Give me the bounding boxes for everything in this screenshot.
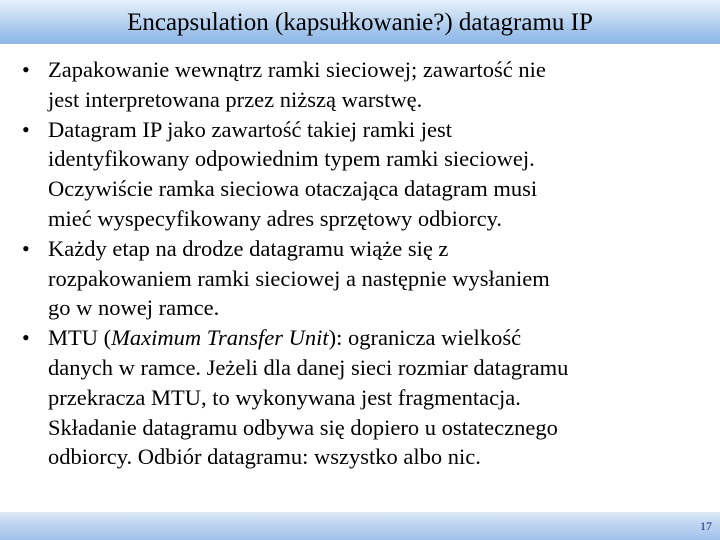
bullet-line: danych w ramce. Jeżeli dla danej sieci rozmiar datagramu xyxy=(48,354,569,380)
bullet-icon: • xyxy=(22,57,30,82)
slide-title: Encapsulation (kapsułkowanie?) datagramu IP xyxy=(127,9,593,36)
bullet-item xyxy=(22,323,702,472)
footer-bar xyxy=(0,512,720,540)
bullet-line: jest interpretowana przez niższą warstwę. xyxy=(48,86,423,112)
bullet-line: go w nowej ramce. xyxy=(48,295,220,321)
title-bar xyxy=(0,0,720,44)
bullet-icon: • xyxy=(22,325,30,351)
bullet-line: mieć wyspecyfikowany adres sprzętowy odbiorcy. xyxy=(48,205,503,231)
bullet-line: Składanie datagramu odbywa się dopiero u ostatecznego xyxy=(48,414,558,440)
bullet-line: Każdy etap na drodze datagramu wiąże się z xyxy=(48,235,449,261)
bullet-line: Zapakowanie wewnątrz ramki sieciowej; zawartość nie xyxy=(48,57,546,82)
bullet-line: identyfikowany odpowiednim typem ramki sieciowej. xyxy=(48,146,535,172)
mtu-suffix: ): ogranicza wielkość xyxy=(328,325,522,351)
page-number: 17 xyxy=(700,519,712,533)
bullet-line: odbiorcy. Odbiór datagramu: wszystko albo nic. xyxy=(48,444,481,470)
bullet-line: Oczywiście ramka sieciowa otaczająca datagram musi xyxy=(48,176,538,202)
bullet-icon: • xyxy=(22,235,30,261)
bullet-line: Datagram IP jako zawartość takiej ramki jest xyxy=(48,116,453,142)
bullet-line: przekracza MTU, to wykonywana jest fragmentacja. xyxy=(48,384,521,410)
bullet-line-rich xyxy=(48,323,702,353)
bullet-item xyxy=(22,234,702,323)
bullet-item xyxy=(22,55,702,115)
mtu-expansion: Maximum Transfer Unit xyxy=(111,325,329,351)
mtu-prefix: MTU ( xyxy=(48,325,112,351)
bullet-list xyxy=(22,55,702,472)
bullet-icon: • xyxy=(22,116,30,142)
bullet-item xyxy=(22,115,702,234)
bullet-line: rozpakowaniem ramki sieciowej a następnie wysłaniem xyxy=(48,265,550,291)
